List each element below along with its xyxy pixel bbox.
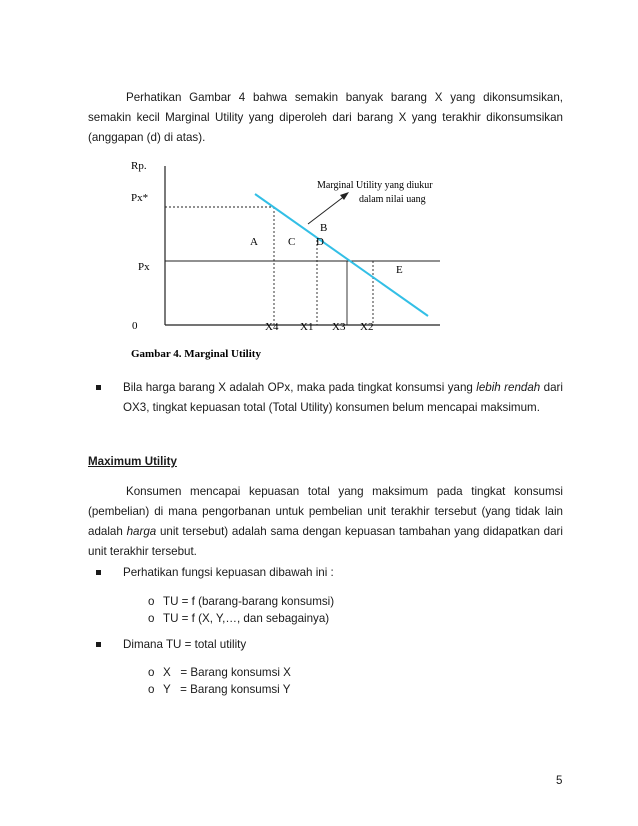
page-number: 5 (556, 774, 563, 787)
marginal-utility-figure (120, 150, 450, 365)
marginal-utility-line (255, 194, 428, 316)
bullet-item-functions (96, 563, 563, 583)
circle-bullet: o (148, 612, 155, 625)
x-tick-x3: X3 (332, 321, 346, 333)
circle-bullet: o (148, 683, 155, 696)
definition-text: Y = Barang konsumsi Y (163, 683, 291, 696)
section-heading: Maximum Utility (88, 455, 177, 468)
area-d-label: D (316, 236, 324, 248)
square-bullet-icon (96, 570, 101, 575)
annotation-arrow (308, 195, 346, 224)
origin-label: 0 (132, 320, 138, 332)
function-text: TU = f (barang-barang konsumsi) (163, 595, 335, 608)
x-tick-x1: X1 (300, 321, 314, 333)
square-bullet-icon (96, 642, 101, 647)
bullet-text: Bila harga barang X adalah OPx, maka pada tingkat konsumsi yang lebih rendah dari OX3, tingkat kepuasan total (Total Utility) konsumen belum mencapai maksimum. (123, 381, 563, 414)
intro-paragraph: Perhatikan Gambar 4 bahwa semakin banyak barang X yang dikonsumsikan, semakin kecil Marginal Utility yang diperoleh dari barang X yang terakhir dikonsumsikan (anggapan (d) di atas). (88, 91, 563, 144)
square-bullet-icon (96, 385, 101, 390)
bullet-text: Dimana TU = total utility (123, 638, 247, 651)
area-b-label: B (320, 222, 328, 234)
px-star-label: Px* (131, 192, 149, 204)
x-tick-x2: X2 (360, 321, 374, 333)
y-axis-label: Rp. (131, 160, 147, 172)
circle-bullet: o (148, 595, 155, 608)
figure-caption: Gambar 4. Marginal Utility (131, 348, 261, 360)
annotation-line2: dalam nilai uang (359, 194, 426, 205)
maximum-utility-paragraph: Konsumen mencapai kepuasan total yang maksimum pada tingkat konsumsi (pembelian) di mana pengorbanan untuk pembelian unit terakhir tersebut (yang tidak lain adalah harga unit tersebut) adalah sama dengan kepuasan tambahan yang didapatkan dari unit terakhir tersebut. (88, 485, 563, 558)
circle-bullet: o (148, 666, 155, 679)
bullet-item-price (96, 378, 563, 422)
bullet-item-definition (96, 635, 563, 655)
x-tick-x4: X4 (265, 321, 279, 333)
area-c-label: C (288, 236, 296, 248)
definition-text: X = Barang konsumsi X (163, 666, 291, 679)
function-text: TU = f (X, Y,…, dan sebagainya) (163, 612, 330, 625)
px-label: Px (138, 261, 150, 273)
area-a-label: A (250, 236, 258, 248)
annotation-line1: Marginal Utility yang diukur (317, 180, 433, 191)
bullet-text: Perhatikan fungsi kepuasan dibawah ini : (123, 566, 334, 579)
area-e-label: E (396, 264, 403, 276)
